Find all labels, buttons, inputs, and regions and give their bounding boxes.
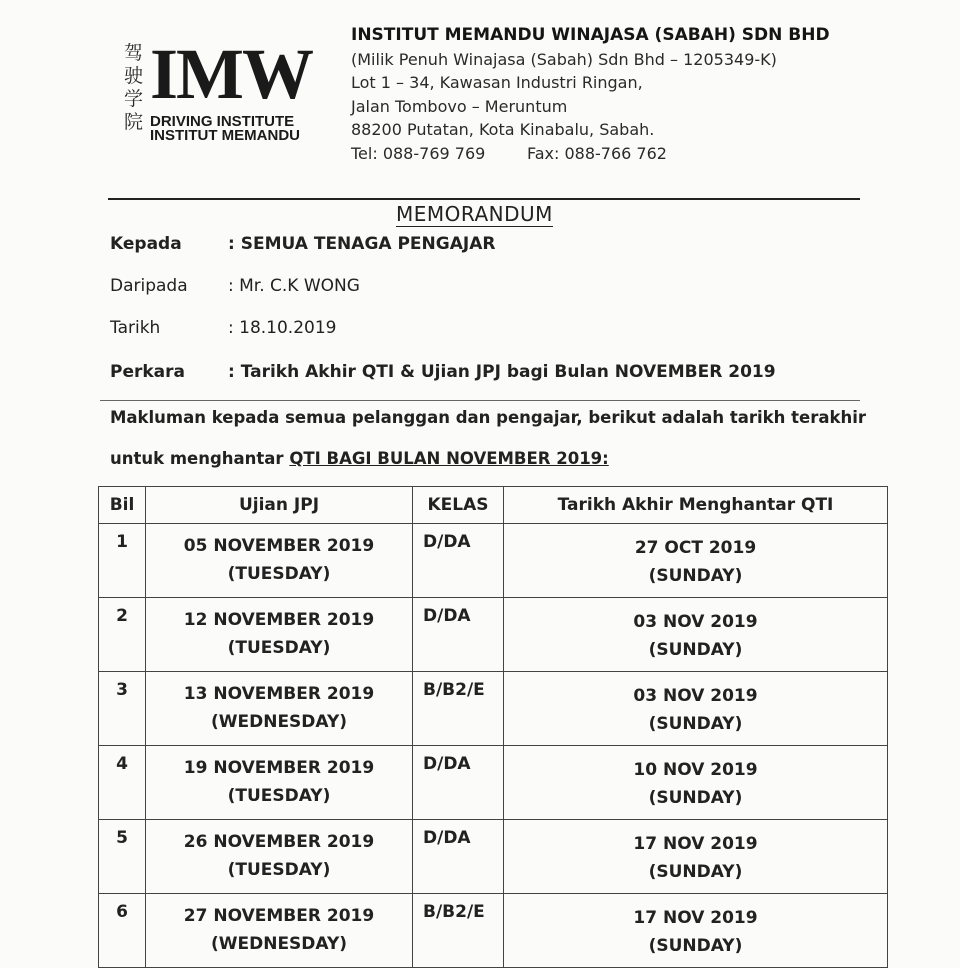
logo-subtitle-2: INSTITUT MEMANDU [150, 127, 300, 144]
address-line-1: Lot 1 – 34, Kawasan Industri Ringan, [351, 73, 643, 92]
logo-char: 驾 [124, 42, 144, 64]
qti-date: 27 OCT 2019 [634, 538, 757, 558]
test-day: (TUESDAY) [227, 564, 331, 584]
qti-day: (SUNDAY) [648, 714, 743, 734]
company-ownership: (Milik Penuh Winajasa (Sabah) Sdn Bhd – 1205349-K) [351, 49, 777, 69]
address-line-3: 88200 Putatan, Kota Kinabalu, Sabah. [351, 120, 655, 139]
header-kelas: KELAS [413, 487, 504, 524]
cell-qti-deadline [504, 598, 888, 672]
table-row [99, 598, 888, 672]
memo-date-row [110, 318, 336, 338]
qti-day: (SUNDAY) [648, 862, 743, 882]
cell-ujian-jpj [146, 524, 413, 598]
company-name: INSTITUT MEMANDU WINAJASA (SABAH) SDN BHD [351, 25, 830, 45]
cell-qti-deadline [504, 820, 888, 894]
cell-kelas: D/DA [413, 746, 504, 820]
qti-date: 17 NOV 2019 [633, 908, 758, 928]
cell-ujian-jpj [146, 672, 413, 746]
qti-day: (SUNDAY) [648, 640, 743, 660]
company-logo [124, 34, 324, 150]
test-day: (WEDNESDAY) [210, 712, 348, 732]
table-row [99, 894, 888, 968]
cell-bil: 1 [99, 524, 146, 598]
cell-kelas: B/B2/E [413, 894, 504, 968]
cell-bil: 3 [99, 672, 146, 746]
qti-day: (SUNDAY) [648, 936, 743, 956]
cell-bil: 5 [99, 820, 146, 894]
logo-char: 院 [124, 111, 144, 133]
address-line-2: Jalan Tombovo – Meruntum [351, 96, 568, 116]
body-line-2-prefix: untuk menghantar [110, 449, 290, 468]
body-line-1: Makluman kepada semua pelanggan dan pengajar, berikut adalah tarikh terakhir [110, 408, 867, 427]
memo-title: MEMORANDUM [396, 202, 553, 226]
cell-qti-deadline [504, 894, 888, 968]
test-day: (TUESDAY) [227, 786, 331, 806]
memo-from-row [110, 276, 360, 296]
company-details [351, 24, 830, 165]
test-date: 12 NOVEMBER 2019 [183, 610, 375, 630]
logo-chinese-characters [124, 42, 146, 134]
logo-char: 学 [124, 88, 144, 110]
cell-kelas: D/DA [413, 524, 504, 598]
cell-kelas: D/DA [413, 820, 504, 894]
test-day: (TUESDAY) [227, 860, 331, 880]
cell-bil: 6 [99, 894, 146, 968]
header-divider [108, 198, 860, 200]
qti-day: (SUNDAY) [648, 566, 743, 586]
qti-date: 17 NOV 2019 [633, 834, 758, 854]
table-row [99, 820, 888, 894]
table-row [99, 524, 888, 598]
memo-subject-row [110, 362, 776, 382]
cell-qti-deadline [504, 746, 888, 820]
qti-date: 03 NOV 2019 [633, 612, 758, 632]
qti-date: 10 NOV 2019 [633, 760, 758, 780]
header-tarikh-akhir: Tarikh Akhir Menghantar QTI [504, 487, 888, 524]
cell-kelas: D/DA [413, 598, 504, 672]
cell-ujian-jpj [146, 598, 413, 672]
fax: Fax: 088-766 762 [527, 143, 667, 163]
body-line-2 [110, 449, 609, 468]
memo-divider [100, 400, 860, 401]
body-line-2-underlined: QTI BAGI BULAN NOVEMBER 2019: [289, 449, 609, 468]
header-ujian-jpj: Ujian JPJ [146, 487, 413, 524]
cell-kelas: B/B2/E [413, 672, 504, 746]
test-date: 27 NOVEMBER 2019 [183, 906, 375, 926]
from-value: : Mr. C.K WONG [228, 276, 360, 296]
cell-bil: 4 [99, 746, 146, 820]
from-label: Daripada [110, 276, 188, 296]
cell-qti-deadline [504, 524, 888, 598]
schedule-table [98, 486, 888, 968]
test-date: 13 NOVEMBER 2019 [183, 684, 375, 704]
test-date: 05 NOVEMBER 2019 [183, 536, 375, 556]
cell-qti-deadline [504, 672, 888, 746]
test-day: (TUESDAY) [227, 638, 331, 658]
to-label: Kepada [110, 234, 182, 254]
telephone: Tel: 088-769 769 [351, 143, 486, 163]
table-header-row [99, 487, 888, 524]
qti-date: 03 NOV 2019 [633, 686, 758, 706]
cell-ujian-jpj [146, 894, 413, 968]
logo-char: 驶 [124, 65, 144, 87]
to-value: : SEMUA TENAGA PENGAJAR [228, 234, 496, 254]
qti-day: (SUNDAY) [648, 788, 743, 808]
subject-value: : Tarikh Akhir QTI & Ujian JPJ bagi Bulan NOVEMBER 2019 [228, 362, 776, 382]
cell-bil: 2 [99, 598, 146, 672]
date-value: : 18.10.2019 [228, 318, 337, 338]
cell-ujian-jpj [146, 820, 413, 894]
test-date: 26 NOVEMBER 2019 [183, 832, 375, 852]
table-row [99, 672, 888, 746]
logo-subtitle-1: DRIVING INSTITUTE [150, 113, 295, 130]
memo-to-row [110, 234, 495, 254]
test-day: (WEDNESDAY) [210, 934, 348, 954]
subject-label: Perkara [110, 362, 186, 382]
date-label: Tarikh [110, 318, 161, 338]
table-row [99, 746, 888, 820]
contact-line [351, 142, 830, 166]
logo-imw-text: IMW [150, 34, 312, 114]
header-bil: Bil [99, 487, 146, 524]
cell-ujian-jpj [146, 746, 413, 820]
test-date: 19 NOVEMBER 2019 [183, 758, 375, 778]
